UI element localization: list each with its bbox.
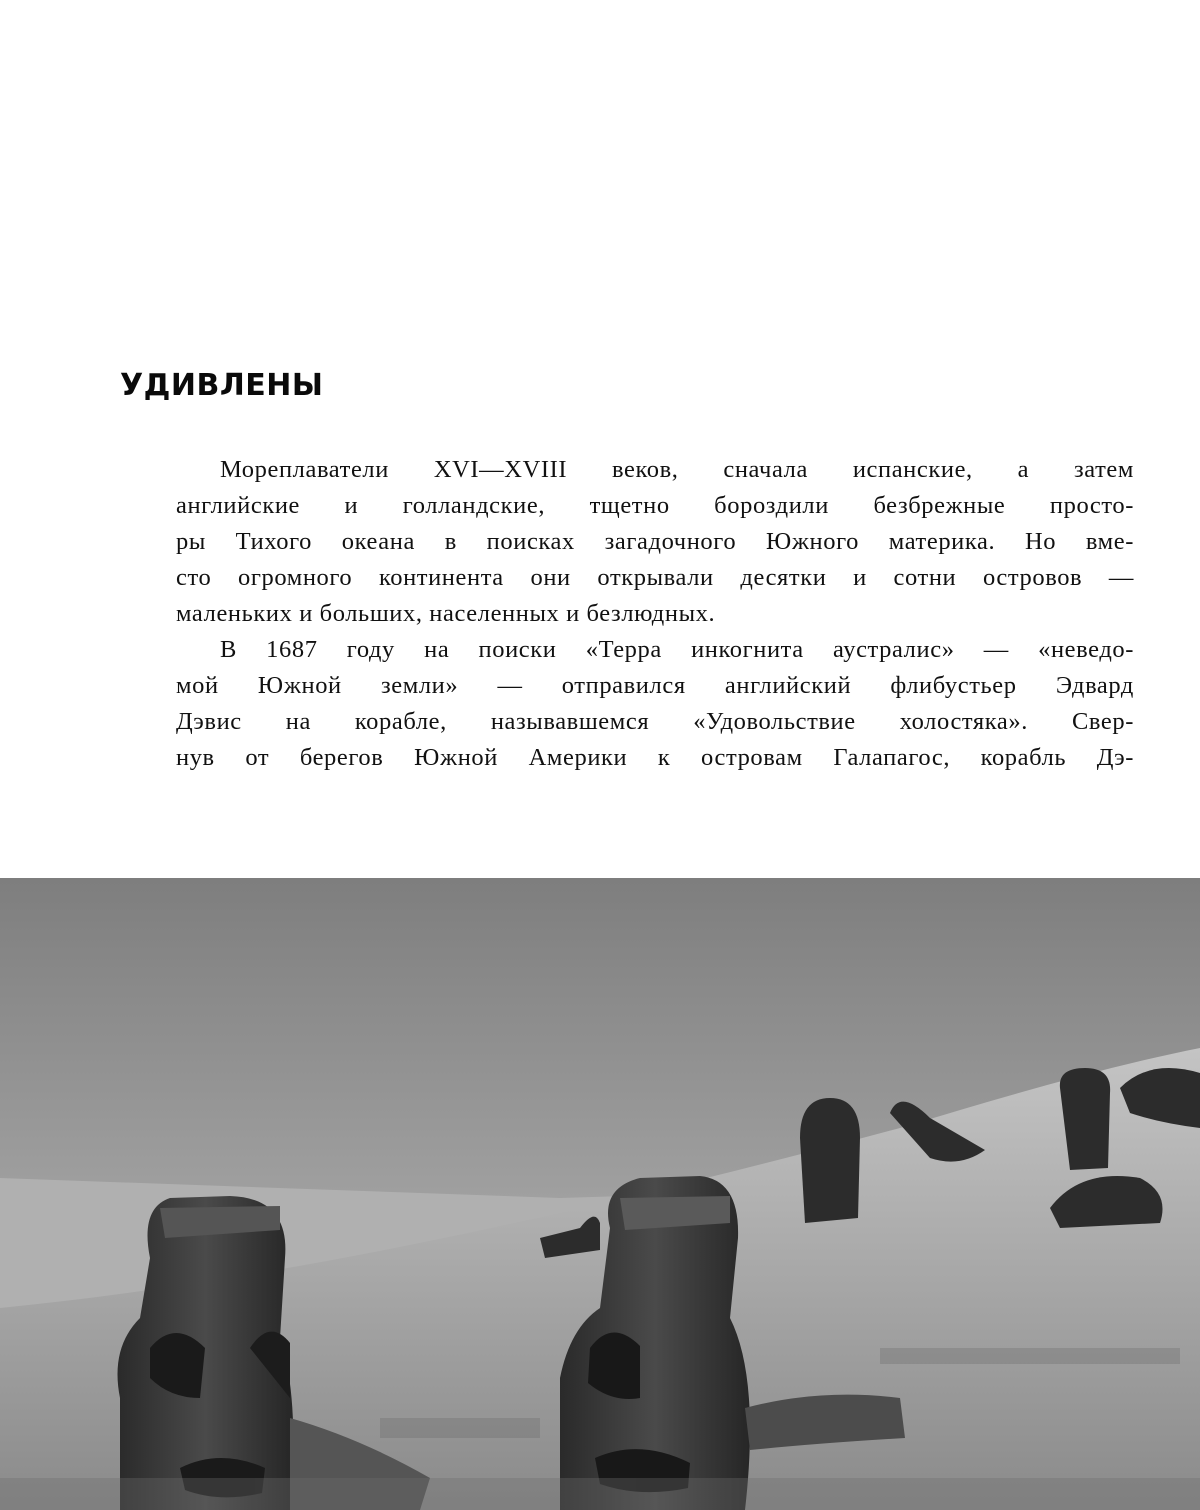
text-line: английские и голландские, тщетно бороздили безбрежные просто-	[176, 492, 1134, 519]
body-text	[176, 452, 1134, 776]
text-line: В 1687 году на поиски «Терра инкогнита аустралис» — «неведо-	[220, 636, 1134, 663]
text-line: Дэвис на корабле, называвшемся «Удовольствие холостяка». Свер-	[176, 708, 1134, 735]
section-heading: УДИВЛЕНЫ	[120, 368, 324, 403]
text-line: маленьких и больших, населенных и безлюдных.	[176, 600, 716, 627]
paragraph-2	[176, 632, 1134, 776]
text-line: мой Южной земли» — отправился английский флибустьер Эдвард	[176, 672, 1134, 699]
moai-photo-illustration	[0, 878, 1200, 1510]
text-line: Мореплаватели XVI—XVIII веков, сначала испанские, а затем	[220, 456, 1134, 483]
paragraph-1	[176, 452, 1134, 632]
text-line: сто огромного континента они открывали десятки и сотни островов —	[176, 564, 1134, 591]
text-line: нув от берегов Южной Америки к островам Галапагос, корабль Дэ-	[176, 744, 1134, 771]
moai-photo	[0, 878, 1200, 1510]
text-line: ры Тихого океана в поисках загадочного Южного материка. Но вме-	[176, 528, 1134, 555]
